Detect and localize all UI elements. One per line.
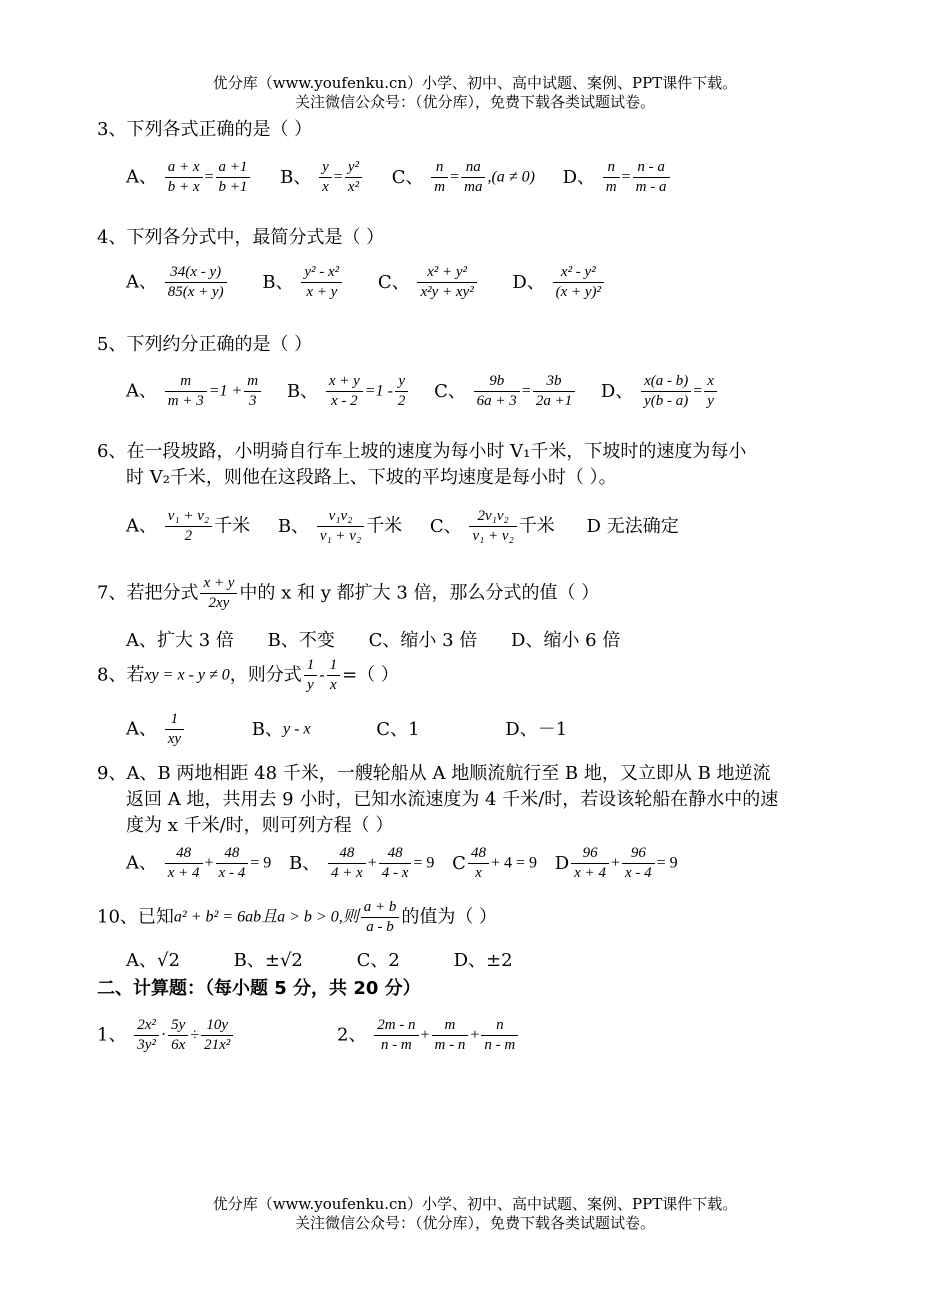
header-line-2: 关注微信公众号：（优分库），免费下载各类试题试卷。 [294, 93, 655, 111]
question-8-options: A、 $\frac{1}{xy}$ B、y - x C、1 D、－1 [126, 711, 568, 747]
problem-2: 2、 $\frac{2m - n}{n - m}$ + $\frac{m}{m - n}$ + $\frac{n}{n - m}$ [337, 1016, 520, 1055]
question-7-stem: 7、若把分式 $\frac{x + y}{2xy}$ 中的 x 和 y 都扩大 3 倍，那么分式的值（ ） [97, 575, 600, 611]
question-4-options: A、 $\frac{34(x - y)}{85(x + y)}$ B、 $\frac{\text{y² - x²}}{x + y}$ C、 $\frac{\text{x² + y²}}{\text{x²y + xy²}}$ D、 $\frac{\text{x² - y²}}{\text{(x + y)²}}$ [126, 263, 606, 302]
question-3-options: A、 $\frac{a + x}{b + x}$ = $\frac{a +1}{b +1}$ B、 $\frac{y}{x}$ = $\frac{\text{y²}}{\text{x²}}$ C、 $\frac{n}{m}$ = $\frac{na}{ma}$ ,(a ≠ 0) D、 $\frac{n}{m}$ = $\frac{n - a}{m - a}$ [126, 158, 672, 197]
question-7-options: A、扩大 3 倍 B、不变 C、缩小 3 倍 D、缩小 6 倍 [126, 630, 621, 651]
footer-line-1: 优分库（www.youfenku.cn）小学、初中、高中试题、案例、PPT课件下载。 [212, 1195, 738, 1213]
question-9-stem-line-2: 返回 A 地，共用去 9 小时，已知水流速度为 4 千米/时，若设该轮船在静水中的速 [126, 789, 779, 810]
header-line-1: 优分库（www.youfenku.cn）小学、初中、高中试题、案例、PPT课件下载。 [212, 74, 738, 92]
question-3-stem: 3、下列各式正确的是（ ） [97, 119, 313, 140]
question-6-options: A、 $\frac{\text{v₁ + v₂}}{2}$ 千米 B、 $\frac{\text{v₁v₂}}{\text{v₁ + v₂}}$ 千米 C、 $\frac{\text{2v₁v₂}}{\text{v₁ + v₂}}$ 千米 D 无法确定 [126, 508, 679, 544]
question-9-options: A、 $\frac{48}{x + 4}$ + $\frac{48}{x - 4}$ = 9 B、 $\frac{48}{4 + x}$ + $\frac{48}{4 - x}$ = 9 C $\frac{48}{x}$ + 4 = 9 D $\frac{96}{x + 4}$ + $\frac{96}{x - 4}$ = 9 [126, 845, 678, 881]
question-5-options: A、 $\frac{m}{m + 3}$ =1 + $\frac{m}{3}$ B、 $\frac{x + y}{x - 2}$ =1 - $\frac{y}{2}$ C、 $\frac{9b}{6a + 3}$ = $\frac{3b}{2a +1}$ D、 $\frac{x(a - b)}{y(b - a)}$ = $\frac{x}{y}$ [126, 372, 719, 411]
question-5-stem: 5、下列约分正确的是（ ） [97, 334, 313, 355]
question-9-stem-line-1: 9、A、B 两地相距 48 千米，一艘轮船从 A 地顺流航行至 B 地，又立即从 B 地逆流 [97, 763, 771, 784]
section-2-title: 二、计算题：（每小题 5 分，共 20 分） [97, 978, 421, 999]
question-4-stem: 4、下列各分式中，最简分式是（ ） [97, 227, 385, 248]
question-6-stem-line-1: 6、在一段坡路，小明骑自行车上坡的速度为每小时 V₁千米，下坡时的速度为每小 [97, 441, 747, 462]
question-6-stem-line-2: 时 V₂千米，则他在这段路上、下坡的平均速度是每小时（ ）。 [126, 467, 617, 488]
question-9-stem-line-3: 度为 x 千米/时，则可列方程（ ） [126, 815, 394, 836]
footer-line-2: 关注微信公众号：（优分库），免费下载各类试题试卷。 [294, 1214, 655, 1232]
question-10-options: A、√2 B、±√2 C、2 D、±2 [126, 950, 513, 971]
problem-1: 1、 $\frac{\text{2x²}}{\text{3y²}}$ · $\frac{5y}{6x}$ ÷ $\frac{10y}{\text{21x²}}$ [97, 1016, 235, 1055]
question-10-stem: 10、已知a² + b² = 6ab且a > b > 0,则 $\frac{a + b}{a - b}$ 的值为（ ） [97, 899, 498, 935]
question-8-stem: 8、若xy = x - y ≠ 0，则分式 $\frac{1}{y}$ - $\frac{1}{x}$ =（ ） [97, 657, 399, 693]
